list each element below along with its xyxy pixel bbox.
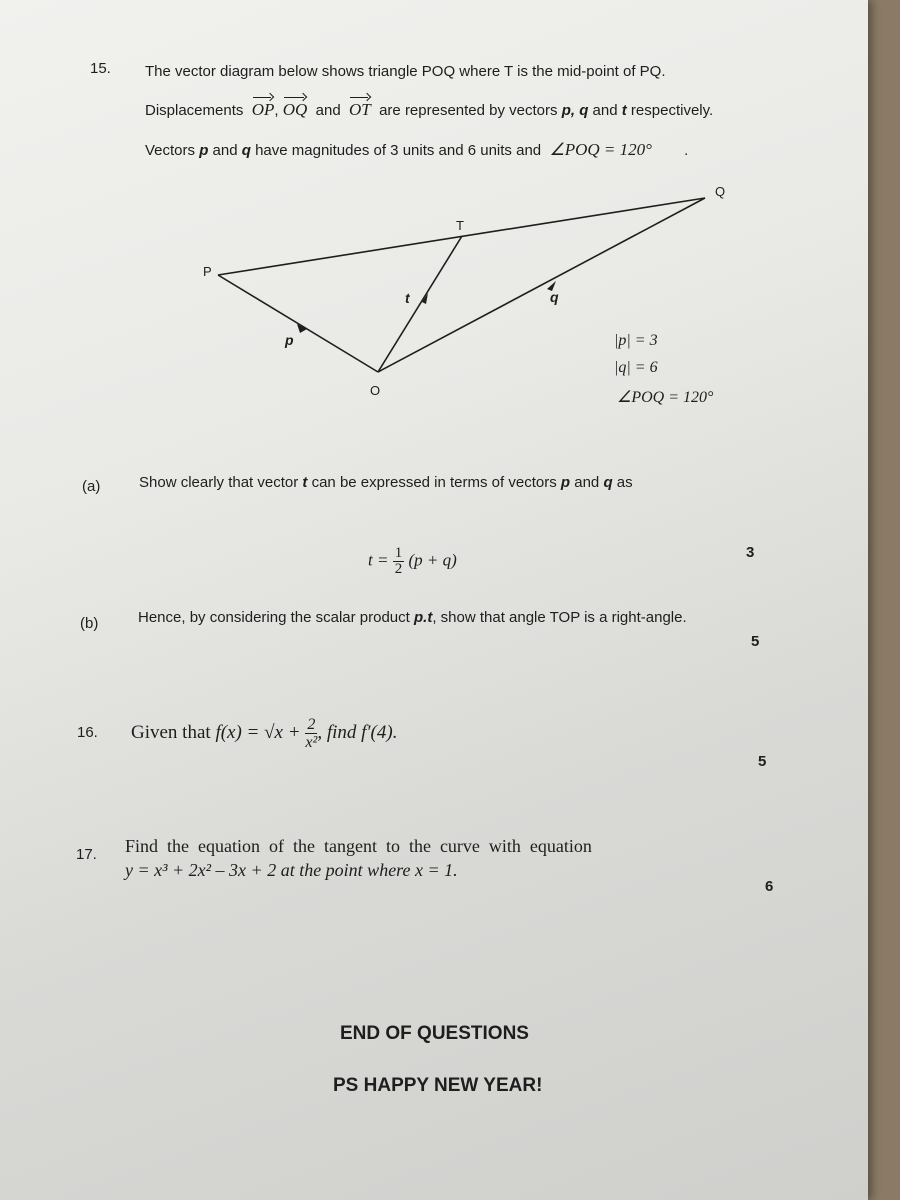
question-17-number: 17.	[76, 846, 97, 863]
q16-function: f(x) = √x +	[215, 721, 301, 743]
vector-p: p	[199, 142, 209, 159]
triangle-vector-diagram	[0, 0, 868, 440]
part-a-and: and	[574, 474, 600, 491]
represented-text: are represented by vectors	[379, 102, 558, 119]
end-of-questions: END OF QUESTIONS	[340, 1023, 529, 1044]
q16-fraction-denominator: x²	[305, 734, 318, 751]
part-a-marks: 3	[746, 544, 755, 561]
question-16-number: 16.	[77, 724, 98, 741]
trailing-dot: .	[684, 142, 689, 159]
part-a-vector-p: p	[560, 474, 571, 491]
label-q: q	[550, 289, 559, 305]
q16-fraction	[305, 716, 317, 751]
side-OP	[218, 275, 378, 372]
part-a-as: as	[616, 474, 633, 491]
respectively-text: respectively.	[630, 102, 714, 119]
part-b-prefix: Hence, by considering the scalar product	[138, 609, 410, 626]
label-T: T	[456, 218, 464, 233]
vector-OT: OT	[349, 100, 371, 119]
part-b-label: (b)	[80, 615, 99, 632]
label-Q: Q	[715, 184, 726, 199]
formula-denominator: 2	[394, 561, 403, 577]
vectors-pq: p, q	[561, 102, 589, 119]
question-17-line2: y = x³ + 2x² – 3x + 2 at the point where x = 1.	[125, 860, 458, 880]
question-17-line1: Find the equation of the tangent to the curve with equation	[125, 836, 592, 856]
part-a-mid: can be expressed in terms of vectors	[311, 474, 557, 491]
part-b-suffix: , show that angle TOP is a right-angle.	[432, 609, 687, 626]
label-t: t	[405, 290, 410, 306]
happy-new-year-note: PS HAPPY NEW YEAR!	[333, 1075, 543, 1096]
magnitudes-text: have magnitudes of 3 units and 6 units and	[255, 142, 542, 159]
part-b-text	[138, 609, 687, 626]
vectors-label: Vectors	[145, 142, 196, 159]
question-16-marks: 5	[758, 753, 767, 770]
q16-prefix: Given that	[131, 721, 211, 743]
vector-OQ: OQ	[282, 100, 308, 119]
scalar-product-pt: p.t	[414, 609, 433, 626]
angle-POQ: ∠POQ = 120°	[617, 389, 714, 406]
and-word-2: and	[592, 102, 618, 119]
formula-rhs: (p + q)	[408, 550, 457, 570]
part-a-prefix: Show clearly that vector	[139, 474, 299, 491]
vector-t: t	[621, 102, 627, 119]
question-17-marks: 6	[765, 878, 774, 895]
question-16-text	[131, 716, 397, 751]
line-OT	[378, 236, 462, 372]
label-O: O	[370, 383, 381, 398]
part-a-text	[139, 474, 633, 491]
part-a-formula	[368, 546, 457, 577]
formula-lhs: t =	[368, 550, 389, 570]
part-a-vector-q: q	[603, 474, 613, 491]
label-p: p	[285, 332, 294, 348]
magnitude-p: |p| = 3	[614, 332, 658, 349]
and-word: and	[315, 102, 341, 119]
part-a-vector-t: t	[302, 474, 308, 491]
vector-OP: OP	[251, 100, 275, 119]
q16-fraction-numerator: 2	[307, 716, 316, 733]
question-15-intro: The vector diagram below shows triangle POQ where T is the mid-point of PQ.	[145, 63, 666, 80]
displacements-label: Displacements	[145, 102, 244, 119]
q16-suffix: , find f′(4).	[317, 721, 398, 743]
label-P: P	[203, 264, 212, 279]
formula-numerator: 1	[394, 545, 403, 561]
vector-q: q	[241, 142, 251, 159]
magnitude-q: |q| = 6	[614, 359, 658, 376]
part-b-marks: 5	[751, 633, 760, 650]
question-15-number: 15.	[90, 60, 111, 77]
and-word-3: and	[212, 142, 238, 159]
formula-half	[393, 546, 405, 577]
part-a-label: (a)	[82, 478, 101, 495]
angle-condition: ∠POQ = 120°	[549, 140, 652, 159]
comma: ,	[274, 102, 279, 119]
